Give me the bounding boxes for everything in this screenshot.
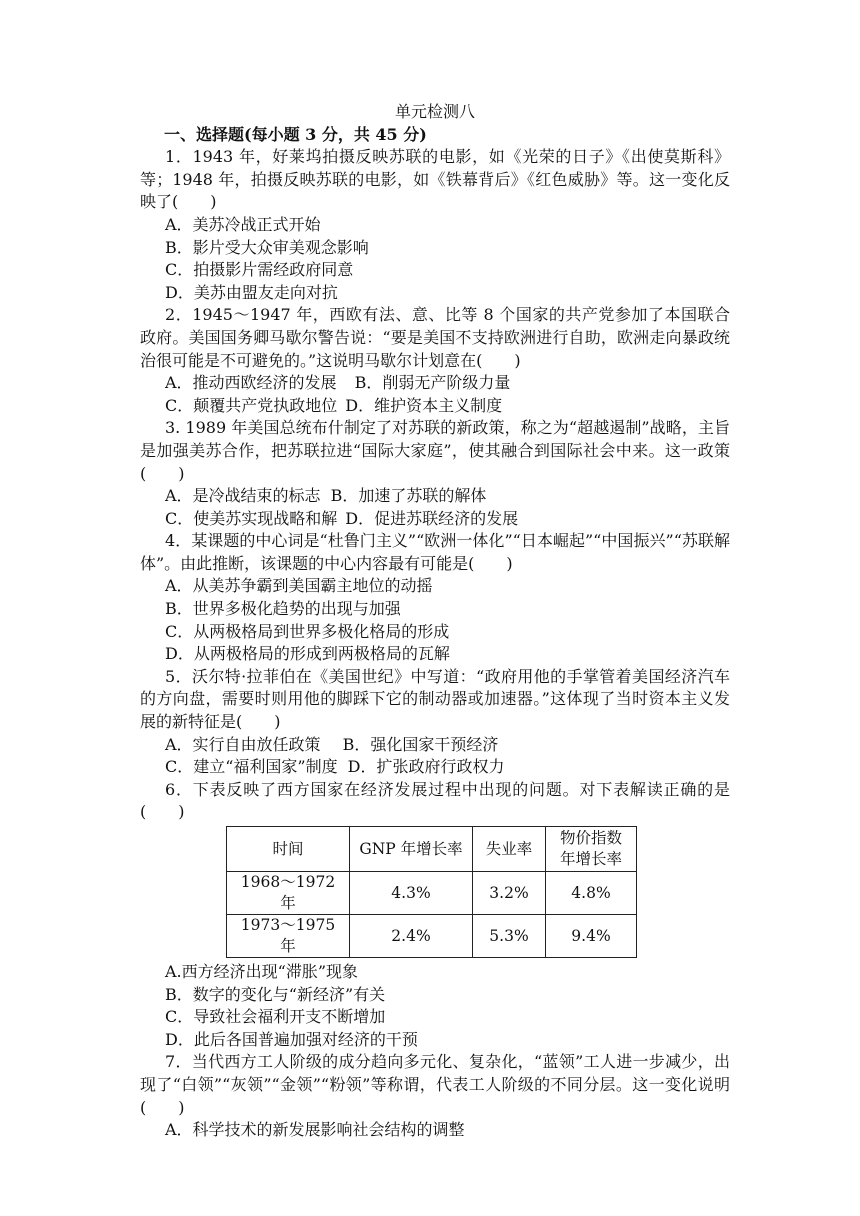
question-5-option-d: D．扩张政府行政权力 xyxy=(347,757,505,777)
table-header-time: 时间 xyxy=(227,827,350,872)
question-4-option-b: B．世界多极化趋势的出现与加强 xyxy=(165,599,401,619)
question-1-option-d: D．美苏由盟友走向对抗 xyxy=(165,282,338,302)
question-6-option-a: A.西方经济出现“滞胀”现象 xyxy=(165,962,359,981)
question-3-options-row-1 xyxy=(140,485,730,508)
question-5-stem: 5．沃尔特·拉菲伯在《美国世纪》中写道：“政府用他的手掌管着美国经济汽车的方向盘，需要时则用他的脚踩下它的制动器或加速器。”这体现了当时资本主义发展的新特征是( ) xyxy=(140,666,730,732)
table-cell-price-index: 4.8% xyxy=(546,872,637,915)
question-2-option-d: D．维护资本主义制度 xyxy=(345,395,503,415)
table-row xyxy=(227,872,637,915)
table-header-price-index xyxy=(546,827,637,872)
question-3-option-a: A．是冷战结束的标志 xyxy=(165,486,321,506)
question-4-option-d: D．从两极格局的形成到两极格局的瓦解 xyxy=(165,644,450,664)
question-2-option-c: C．颠覆共产党执政地位 xyxy=(165,395,338,415)
question-3-option-b: B．加速了苏联的解体 xyxy=(330,486,487,506)
table-header-unemployment: 失业率 xyxy=(473,827,546,872)
question-1-stem: 1．1943 年，好莱坞拍摄反映苏联的电影，如《光荣的日子》《出使莫斯科》等；1948 年，拍摄反映苏联的电影，如《铁幕背后》《红色威胁》等。这一变化反映了( ) xyxy=(140,147,730,212)
question-7-stem: 7．当代西方工人阶级的成分趋向多元化、复杂化，“蓝领”工人进一步减少，出现了“白领”“灰领”“金领”“粉领”等称谓，代表工人阶级的不同分层。这一变化说明( ) xyxy=(140,1052,730,1117)
economic-data-table xyxy=(226,826,637,958)
question-3-option-c: C．使美苏实现战略和解 xyxy=(165,508,338,528)
section-heading: 一、选择题(每小题 3 分，共 45 分) xyxy=(164,124,427,144)
table-cell-time: 1968～1972 年 xyxy=(227,872,350,915)
question-7-option-a: A．科学技术的新发展影响社会结构的调整 xyxy=(165,1120,465,1140)
question-6-option-c: C．导致社会福利开支不断增加 xyxy=(165,1007,386,1027)
question-5-options-row-2 xyxy=(140,756,730,779)
question-2-option-b: B．削弱无产阶级力量 xyxy=(354,373,511,393)
question-3-options-row-2 xyxy=(140,508,730,531)
question-6-option-d: D．此后各国普遍加强对经济的干预 xyxy=(165,1029,418,1049)
question-2-stem: 2．1945～1947 年，西欧有法、意、比等 8 个国家的共产党参加了本国联合政府。美国国务卿马歇尔警告说：“要是美国不支持欧洲进行自助，欧洲走向暴政统治很可能是不可避免的。”这说明马歇尔计划意在( ) xyxy=(140,305,730,370)
question-5-option-c: C．建立“福利国家”制度 xyxy=(165,757,338,777)
question-4-option-c: C．从两极格局到世界多极化格局的形成 xyxy=(165,621,450,641)
question-4-stem: 4．某课题的中心词是“杜鲁门主义”“欧洲一体化”“日本崛起”“中国振兴”“苏联解体”。由此推断，该课题的中心内容最有可能是( ) xyxy=(140,531,730,573)
exam-page xyxy=(140,101,730,1142)
question-1-option-a: A．美苏冷战正式开始 xyxy=(165,214,321,234)
table-header-price-line-1: 物价指数 xyxy=(559,829,622,847)
table-header-row xyxy=(227,827,637,872)
question-5-options-row-1 xyxy=(140,734,730,757)
question-6-stem: 6．下表反映了西方国家在经济发展过程中出现的问题。对下表解读正确的是( ) xyxy=(140,779,730,822)
page-title: 单元检测八 xyxy=(394,102,475,121)
table-cell-time: 1973～1975 年 xyxy=(227,915,350,958)
question-2-options-row-1 xyxy=(140,372,730,395)
table-cell-unemployment: 5.3% xyxy=(473,915,546,958)
table-header-gnp: GNP 年增长率 xyxy=(350,827,473,872)
question-5-option-b: B．强化国家干预经济 xyxy=(342,734,499,754)
table-cell-gnp: 4.3% xyxy=(350,872,473,915)
question-4-option-a: A．从美苏争霸到美国霸主地位的动摇 xyxy=(165,576,433,596)
question-3-stem: 3. 1989 年美国总统布什制定了对苏联的新政策，称之为“超越遏制”战略，主旨是加强美苏合作，把苏联拉进“国际大家庭”，使其融合到国际社会中来。这一政策( ) xyxy=(140,418,730,483)
table-header-price-line-2: 年增长率 xyxy=(559,850,622,868)
question-1-option-b: B．影片受大众审美观念影响 xyxy=(165,237,369,257)
question-3-option-d: D．促进苏联经济的发展 xyxy=(345,508,519,528)
table-cell-price-index: 9.4% xyxy=(546,915,637,958)
question-1-option-c: C．拍摄影片需经政府同意 xyxy=(165,260,354,280)
question-5-option-a: A．实行自由放任政策 xyxy=(165,734,321,754)
question-2-option-a: A．推动西欧经济的发展 xyxy=(165,373,337,393)
table-cell-unemployment: 3.2% xyxy=(473,872,546,915)
table-row xyxy=(227,915,637,958)
question-6-option-b: B．数字的变化与“新经济”有关 xyxy=(165,984,386,1004)
table-cell-gnp: 2.4% xyxy=(350,915,473,958)
question-2-options-row-2 xyxy=(140,395,730,418)
